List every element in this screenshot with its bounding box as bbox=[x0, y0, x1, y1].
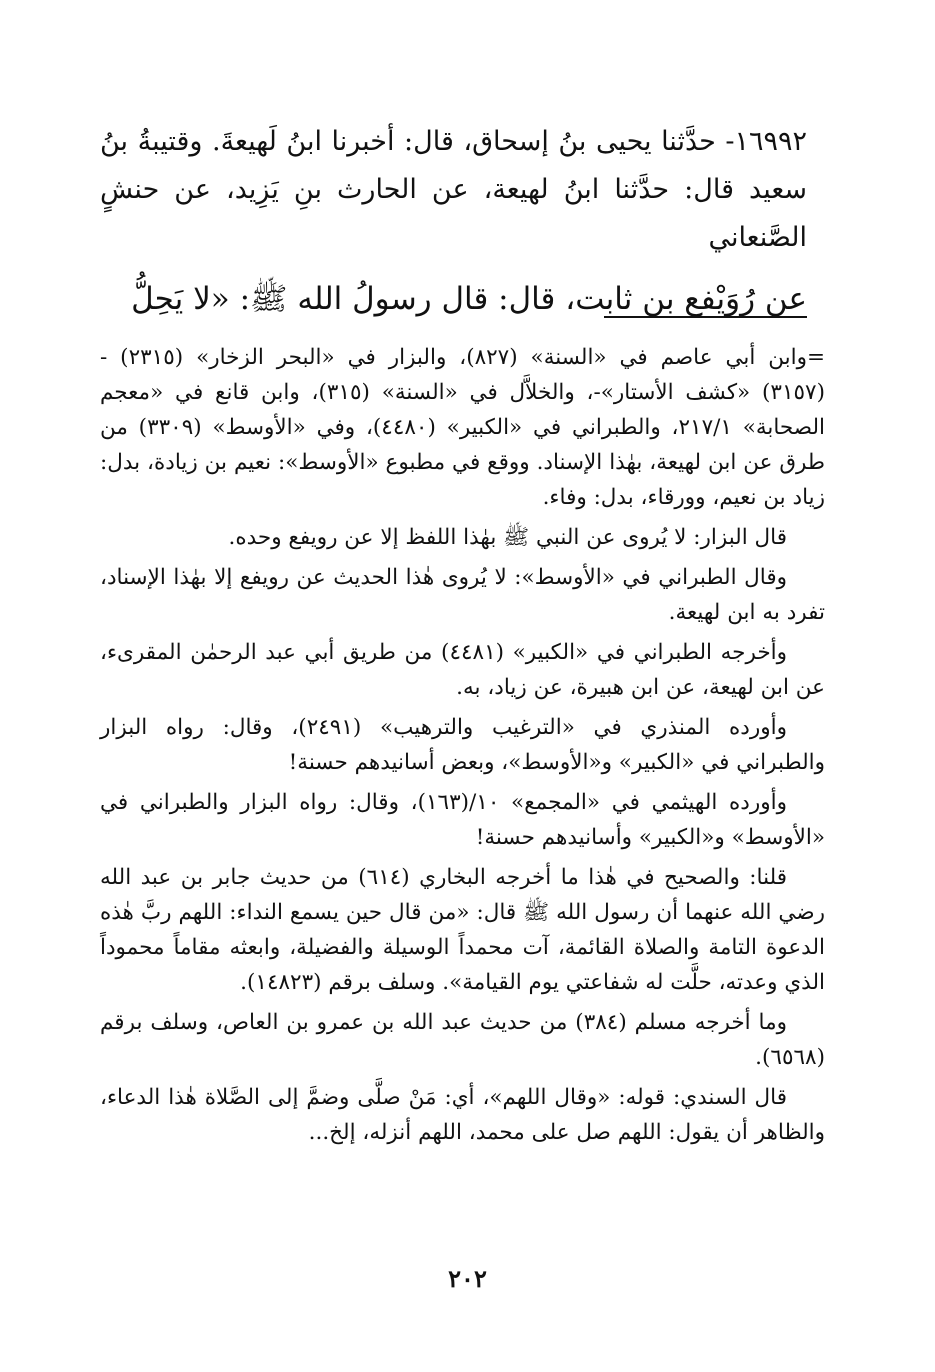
footnote-paragraph: وأخرجه الطبراني في «الكبير» (٤٤٨١) من طريق أبي عبد الرحمٰن المقرىء، عن ابن لهيعة، عن ابن هبيرة، عن زياد، به. bbox=[100, 640, 825, 700]
hadith-line-3: عن رُوَيْفع بن ثابت، قال: قال رسولُ الله ﷺ: «لا يَحِلُّ bbox=[131, 281, 807, 317]
hadith-line-1: ١٦٩٩٢- حدَّثنا يحيى بنُ إسحاق، قال: أخبرنا ابنُ لَهيعةَ. وقتيبةُ بنُ bbox=[100, 126, 807, 157]
footnote-paragraph: قال البزار: لا يُروى عن النبي ﷺ بهٰذا اللفظ إلا عن رويفع وحده. bbox=[228, 525, 787, 550]
footnote-paragraph: قلنا: والصحيح في هٰذا ما أخرجه البخاري (٦١٤) من حديث جابر بن عبد الله رضي الله عنهما أن رسول الله ﷺ قال: «من قال حين يسمع النداء: اللهم ربَّ هٰذه الدعوة التامة والصلاة القائمة، آت محمداً الوسيلة والفضيلة، وابعثه مقاماً محموداً الذي وعدته، حلَّت له شفاعتي يوم القيامة». وسلف برقم (١٤٨٢٣). bbox=[100, 865, 825, 995]
footnote-paragraph: وأورده الهيثمي في «المجمع» ١٠/(١٦٣)، وقال: رواه البزار والطبراني في «الأوسط» و«الكبير» وأسانيدهم حسنة! bbox=[100, 790, 825, 850]
footnotes bbox=[100, 340, 825, 1155]
footnote-paragraph: وأورده المنذري في «الترغيب والترهيب» (٢٤٩١)، وقال: رواه البزار والطبراني في «الكبير» و«الأوسط»، وبعض أسانيدهم حسنة! bbox=[100, 715, 825, 775]
footnote-paragraph: قال السندي: قوله: «وقال اللهم»، أي: مَنْ صلَّى وضمَّ إلى الصَّلاة هٰذا الدعاء، والظاهر أن يقول: اللهم صل على محمد، اللهم أنزله، إلخ... bbox=[100, 1085, 825, 1145]
footnote-paragraph: =وابن أبي عاصم في «السنة» (٨٢٧)، والبزار في «البحر الزخار» (٢٣١٥) - (٣١٥٧) «كشف الأستار»-، والخلاَّل في «السنة» (٣١٥)، وابن قانع في «معجم الصحابة» ٢١٧/١، والطبراني في «الكبير» (٤٤٨٠)، وفي «الأوسط» (٣٣٠٩) من طرق عن ابن لهيعة، بهٰذا الإسناد. ووقع في مطبوع «الأوسط»: نعيم بن زيادة، بدل: زياد بن نعيم، وورقاء، بدل: وفاء. bbox=[100, 345, 825, 510]
footnote-paragraph: وقال الطبراني في «الأوسط»: لا يُروى هٰذا الحديث عن رويفع إلا بهٰذا الإسناد، تفرد به ابن لهيعة. bbox=[100, 565, 825, 625]
hadith-line-2: سعيد قال: حدَّثنا ابنُ لهيعة، عن الحارث بنِ يَزِيد، عن حنشٍ الصَّنعاني bbox=[100, 174, 807, 253]
footnote-paragraph: وما أخرجه مسلم (٣٨٤) من حديث عبد الله بن عمرو بن العاص، وسلف برقم (٦٥٦٨). bbox=[100, 1010, 825, 1070]
hadith-text bbox=[100, 118, 807, 332]
page-number: ٢٠٢ bbox=[448, 1264, 487, 1293]
footnote-separator bbox=[604, 316, 807, 318]
